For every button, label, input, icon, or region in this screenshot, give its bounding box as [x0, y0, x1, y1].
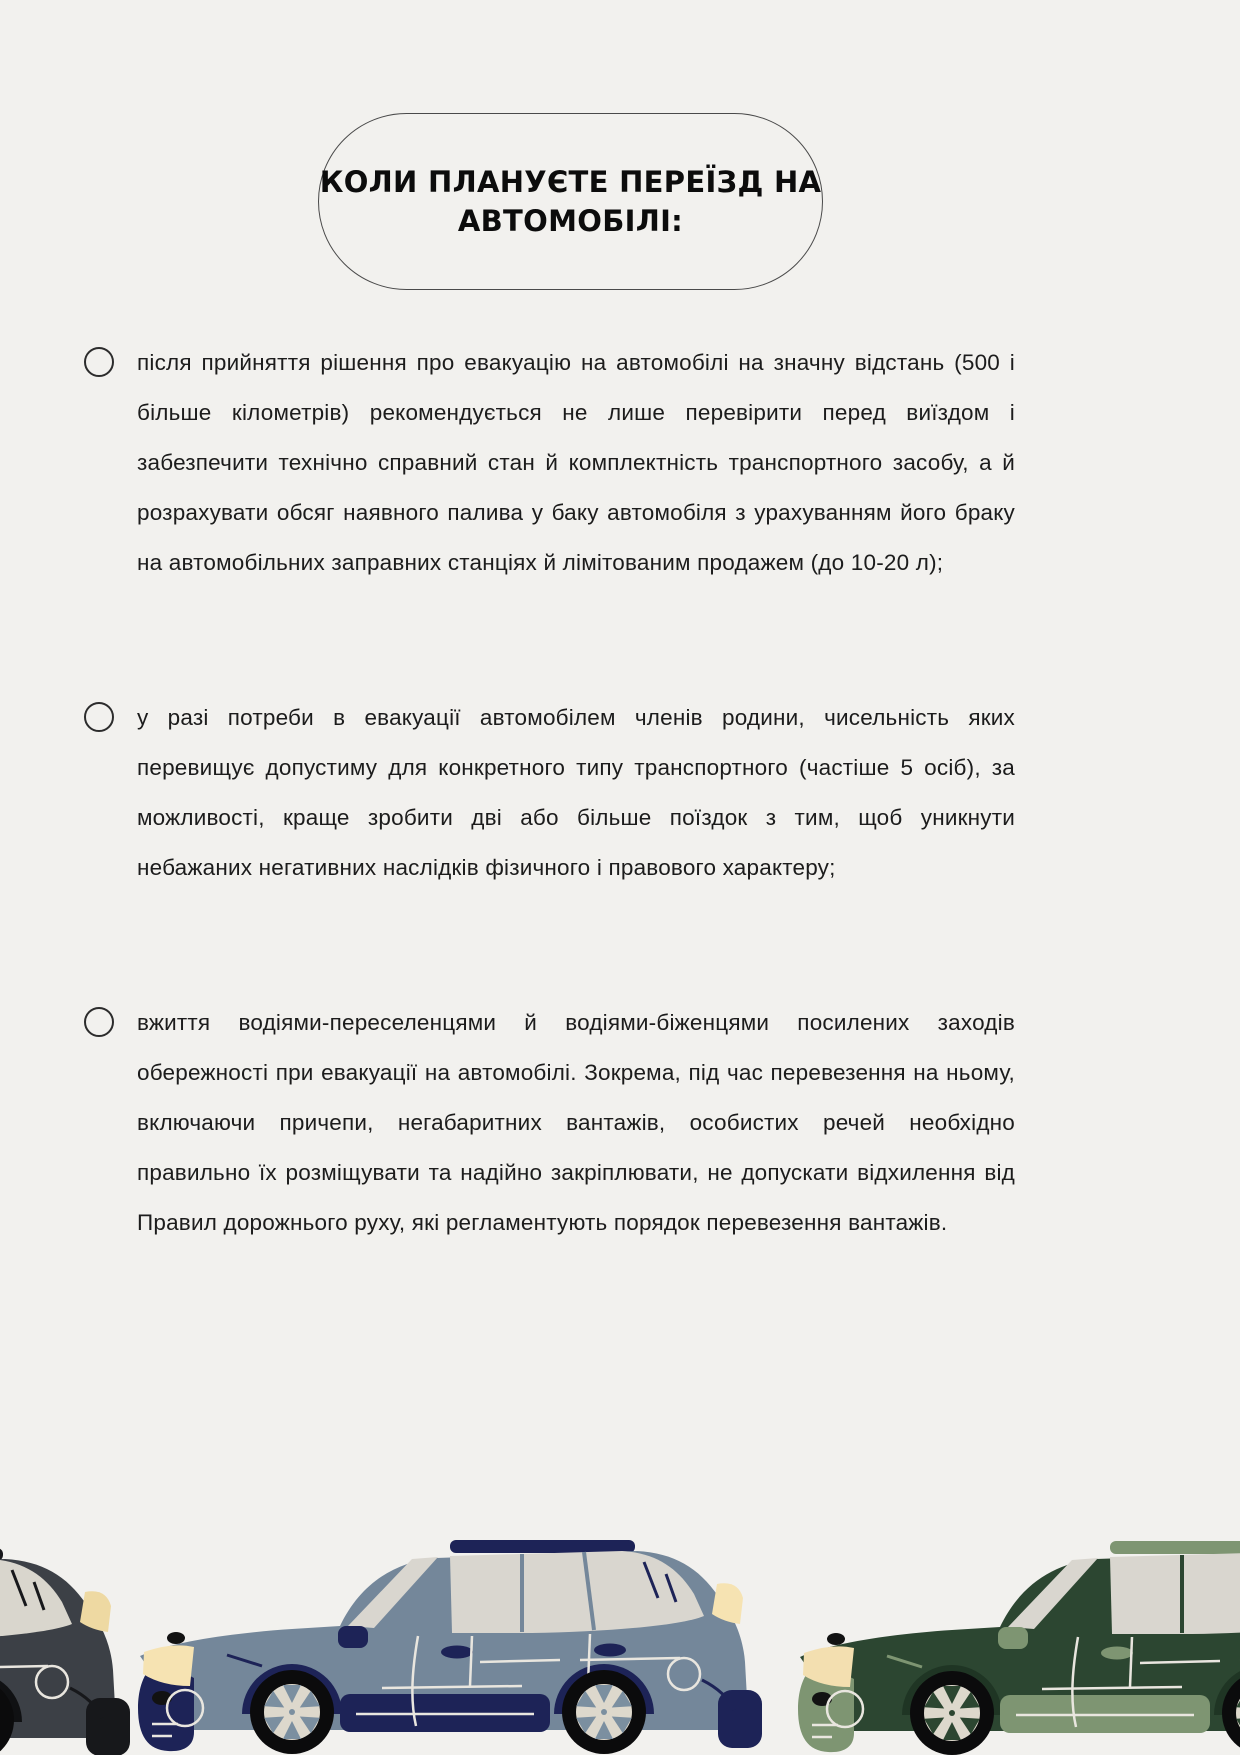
page-title-line1: КОЛИ ПЛАНУЄТЕ ПЕРЕЇЗД НА [319, 164, 822, 199]
list-item [84, 338, 1015, 588]
circle-outline-icon [84, 702, 114, 732]
dark-suv-illustration [0, 1548, 144, 1755]
list-item [84, 693, 1015, 893]
circle-outline-icon [84, 347, 114, 377]
blue-suv-illustration [132, 1540, 776, 1754]
list-item [84, 998, 1015, 1248]
list-item-text: після прийняття рішення про евакуацію на автомобілі на значну відстань (500 і більше кілометрів) рекомендується не лише перевірити перед виїздом і забезпечити технічно справний стан й комплектність транспортного засобу, а й розрахувати обсяг наявного палива у баку автомобіля з урахуванням його браку на автомобільних заправних станціях й лімітованим продажем (до 10-20 л); [137, 350, 1015, 575]
page-title-line2: АВТОМОБІЛІ: [457, 203, 684, 238]
list-item-text: вжиття водіями-переселенцями й водіями-біженцями посилених заходів обережності при евакуації на автомобілі. Зокрема, під час перевезення на ньому, включаючи причепи, негабаритних вантажів, особистих речей необхідно правильно їх розміщувати та надійно закріплювати, не допускати відхилення від Правил дорожнього руху, які регламентують порядок перевезення вантажів. [137, 1010, 1015, 1235]
circle-outline-icon [84, 1007, 114, 1037]
title-pill [318, 113, 823, 290]
green-suv-illustration [792, 1541, 1240, 1755]
list-item-text: у разі потреби в евакуації автомобілем членів родини, чисельність яких перевищує допустиму для конкретного типу транспортного (частіше 5 осіб), за можливості, краще зробити дві або більше поїздок з тим, щоб уникнути небажаних негативних наслідків фізичного і правового характеру; [137, 705, 1015, 880]
